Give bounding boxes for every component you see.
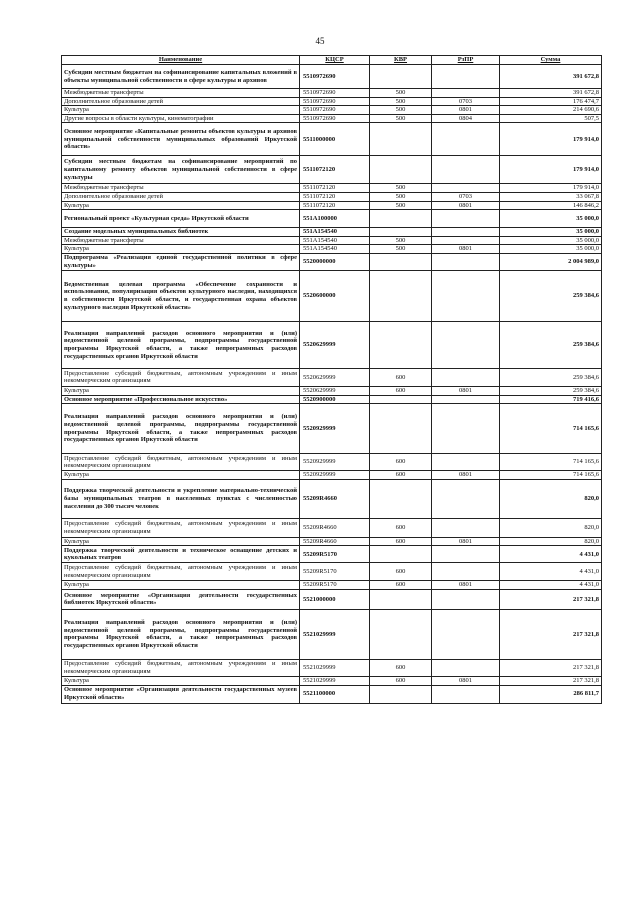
- table-row: [62, 454, 602, 471]
- cell-kcsr: 5520929999: [300, 404, 370, 454]
- cell-kvr: 500: [370, 106, 432, 115]
- cell-name: Предоставление субсидий бюджетным, автономным учреждениям и иным некоммерческим организациям: [62, 368, 300, 386]
- cell-sum: 217 321,8: [500, 589, 602, 609]
- cell-sum: 179 914,0: [500, 123, 602, 156]
- cell-name: Предоставление субсидий бюджетным, автономным учреждениям и иным некоммерческим организациям: [62, 518, 300, 537]
- cell-name: Культура: [62, 471, 300, 480]
- cell-name: Предоставление субсидий бюджетным, автономным учреждениям и иным некоммерческим организациям: [62, 454, 300, 471]
- cell-name: Предоставление субсидий бюджетным, автономным учреждениям и иным некоммерческим организациям: [62, 563, 300, 581]
- cell-sum: 217 321,8: [500, 676, 602, 685]
- cell-name: Подпрограмма «Реализация единой государственной политики в сфере культуры»: [62, 253, 300, 270]
- header-kcsr: КЦСР: [300, 56, 370, 65]
- cell-name: Культура: [62, 245, 300, 254]
- cell-sum: 179 914,0: [500, 184, 602, 193]
- cell-name: Межбюджетные трансферты: [62, 236, 300, 245]
- cell-kvr: [370, 589, 432, 609]
- cell-kcsr: 5510972690: [300, 114, 370, 123]
- table-row: [62, 97, 602, 106]
- cell-kcsr: 5521029999: [300, 609, 370, 659]
- cell-sum: 259 384,6: [500, 321, 602, 368]
- cell-rzpr: [432, 123, 500, 156]
- cell-kcsr: 55209R5170: [300, 546, 370, 563]
- cell-rzpr: 0801: [432, 106, 500, 115]
- table-row: [62, 537, 602, 546]
- cell-name: Основное мероприятие «Организация деятельности государственных музеев Иркутской области»: [62, 685, 300, 703]
- table-row: [62, 236, 602, 245]
- cell-sum: 507,5: [500, 114, 602, 123]
- cell-sum: 176 474,7: [500, 97, 602, 106]
- cell-rzpr: 0703: [432, 97, 500, 106]
- cell-kcsr: 551A154540: [300, 245, 370, 254]
- cell-kvr: [370, 210, 432, 228]
- cell-rzpr: [432, 395, 500, 404]
- cell-sum: 714 165,6: [500, 404, 602, 454]
- table-row: [62, 404, 602, 454]
- cell-kcsr: 5511072120: [300, 156, 370, 184]
- cell-rzpr: [432, 89, 500, 98]
- table-row: [62, 368, 602, 386]
- cell-rzpr: [432, 589, 500, 609]
- cell-name: Предоставление субсидий бюджетным, автономным учреждениям и иным некоммерческим организациям: [62, 659, 300, 676]
- cell-kvr: 600: [370, 454, 432, 471]
- header-rzpr: РзПР: [432, 56, 500, 65]
- cell-name: Поддержка творческой деятельности и техническое оснащение детских и кукольных театров: [62, 546, 300, 563]
- table-row: [62, 253, 602, 270]
- cell-name: Основное мероприятие «Организация деятельности государственных библиотек Иркутской области»: [62, 589, 300, 609]
- cell-kvr: 500: [370, 245, 432, 254]
- cell-name: Другие вопросы в области культуры, кинематографии: [62, 114, 300, 123]
- cell-sum: 217 321,8: [500, 659, 602, 676]
- cell-kcsr: 5521029999: [300, 676, 370, 685]
- header-name: Наименование: [62, 56, 300, 65]
- cell-rzpr: 0801: [432, 581, 500, 590]
- table-row: [62, 321, 602, 368]
- cell-rzpr: [432, 454, 500, 471]
- cell-rzpr: [432, 228, 500, 237]
- cell-sum: 714 165,6: [500, 471, 602, 480]
- cell-kcsr: 5510972690: [300, 97, 370, 106]
- cell-sum: 391 672,8: [500, 89, 602, 98]
- cell-kvr: 500: [370, 201, 432, 210]
- cell-kvr: 600: [370, 659, 432, 676]
- table-row: [62, 106, 602, 115]
- cell-rzpr: [432, 184, 500, 193]
- cell-rzpr: 0801: [432, 386, 500, 395]
- cell-rzpr: [432, 156, 500, 184]
- cell-name: Основное мероприятие «Профессиональное искусство»: [62, 395, 300, 404]
- table-row: [62, 201, 602, 210]
- cell-rzpr: 0804: [432, 114, 500, 123]
- cell-rzpr: [432, 270, 500, 321]
- cell-name: Культура: [62, 676, 300, 685]
- cell-name: Поддержка творческой деятельности и укрепление материально-технической базы муниципальных театров в населенных пунктах с численностью населения до 300 тысяч человек: [62, 479, 300, 518]
- cell-kcsr: 55209R5170: [300, 563, 370, 581]
- table-row: [62, 386, 602, 395]
- cell-name: Культура: [62, 201, 300, 210]
- table-row: [62, 184, 602, 193]
- cell-name: Ведомственная целевая программа «Обеспечение сохранности и использования, популяризация объектов культурного наследия, находящихся в собственности Иркутской области, и государственная охрана объектов культурного наследия Иркутской области»: [62, 270, 300, 321]
- cell-kcsr: 5520929999: [300, 471, 370, 480]
- cell-sum: 214 690,6: [500, 106, 602, 115]
- cell-kvr: 500: [370, 184, 432, 193]
- cell-rzpr: [432, 321, 500, 368]
- cell-sum: 259 384,6: [500, 368, 602, 386]
- cell-kcsr: 551A154540: [300, 228, 370, 237]
- page-number: 45: [315, 36, 325, 46]
- cell-sum: 4 431,0: [500, 563, 602, 581]
- cell-kvr: [370, 685, 432, 703]
- cell-kvr: 600: [370, 676, 432, 685]
- cell-kvr: 500: [370, 236, 432, 245]
- cell-sum: 35 000,0: [500, 228, 602, 237]
- cell-sum: 391 672,8: [500, 65, 602, 89]
- table-row: [62, 395, 602, 404]
- cell-kvr: [370, 609, 432, 659]
- cell-kcsr: 5510972690: [300, 106, 370, 115]
- cell-sum: 35 000,0: [500, 236, 602, 245]
- cell-kcsr: 551A100000: [300, 210, 370, 228]
- table-row: [62, 563, 602, 581]
- table-row: [62, 518, 602, 537]
- cell-name: Субсидии местным бюджетам на софинансирование капитальных вложений в объекты муниципальной собственности в сфере культуры и архивов: [62, 65, 300, 89]
- cell-kcsr: 5521100000: [300, 685, 370, 703]
- table-row: [62, 192, 602, 201]
- cell-kcsr: 5521000000: [300, 589, 370, 609]
- cell-name: Межбюджетные трансферты: [62, 89, 300, 98]
- cell-kcsr: 5520000000: [300, 253, 370, 270]
- cell-rzpr: [432, 659, 500, 676]
- cell-name: Реализация направлений расходов основного мероприятия и (или) ведомственной целевой программы, подпрограммы государственной программы Иркутской области, а также непрограммных расходов государственных органов Иркутской области: [62, 609, 300, 659]
- budget-table: [61, 55, 602, 704]
- cell-kvr: [370, 270, 432, 321]
- cell-rzpr: [432, 563, 500, 581]
- cell-sum: 719 416,6: [500, 395, 602, 404]
- cell-kcsr: 55209R4660: [300, 479, 370, 518]
- cell-sum: 217 321,8: [500, 609, 602, 659]
- table-body: [62, 65, 602, 704]
- cell-rzpr: [432, 210, 500, 228]
- cell-name: Культура: [62, 581, 300, 590]
- table-header-row: [62, 56, 602, 65]
- table-row: [62, 123, 602, 156]
- cell-sum: 286 811,7: [500, 685, 602, 703]
- cell-rzpr: [432, 518, 500, 537]
- cell-kvr: 500: [370, 114, 432, 123]
- cell-name: Межбюджетные трансферты: [62, 184, 300, 193]
- table-row: [62, 479, 602, 518]
- cell-kvr: [370, 395, 432, 404]
- cell-kcsr: 5510972690: [300, 89, 370, 98]
- cell-kcsr: 551A154540: [300, 236, 370, 245]
- cell-kvr: [370, 253, 432, 270]
- cell-kcsr: 55209R4660: [300, 518, 370, 537]
- cell-sum: 146 846,2: [500, 201, 602, 210]
- cell-kvr: 600: [370, 518, 432, 537]
- cell-kcsr: 5511000000: [300, 123, 370, 156]
- cell-sum: 820,0: [500, 518, 602, 537]
- table-row: [62, 609, 602, 659]
- cell-name: Культура: [62, 537, 300, 546]
- cell-kcsr: 55209R4660: [300, 537, 370, 546]
- cell-rzpr: 0801: [432, 537, 500, 546]
- table-row: [62, 471, 602, 480]
- table-row: [62, 89, 602, 98]
- cell-sum: 4 431,0: [500, 581, 602, 590]
- cell-kvr: [370, 479, 432, 518]
- cell-sum: 33 067,8: [500, 192, 602, 201]
- cell-kcsr: 5520600000: [300, 270, 370, 321]
- cell-kcsr: 5520629999: [300, 386, 370, 395]
- table-row: [62, 114, 602, 123]
- cell-name: Реализация направлений расходов основного мероприятия и (или) ведомственной целевой программы, подпрограммы государственной программы Иркутской области, а также непрограммных расходов государственных органов Иркутской области: [62, 321, 300, 368]
- table-row: [62, 676, 602, 685]
- cell-kcsr: 5511072120: [300, 184, 370, 193]
- cell-name: Реализация направлений расходов основного мероприятия и (или) ведомственной целевой программы, подпрограммы государственной программы Иркутской области, а также непрограммных расходов государственных органов Иркутской области: [62, 404, 300, 454]
- cell-kvr: 600: [370, 581, 432, 590]
- cell-kvr: 500: [370, 192, 432, 201]
- table-row: [62, 581, 602, 590]
- cell-kcsr: 5520629999: [300, 321, 370, 368]
- header-sum: Сумма: [500, 56, 602, 65]
- cell-kvr: 500: [370, 89, 432, 98]
- table-row: [62, 156, 602, 184]
- header-kvr: КВР: [370, 56, 432, 65]
- cell-kvr: [370, 546, 432, 563]
- cell-kcsr: 5511072120: [300, 201, 370, 210]
- cell-sum: 4 431,0: [500, 546, 602, 563]
- table-row: [62, 245, 602, 254]
- cell-kcsr: 5510972690: [300, 65, 370, 89]
- cell-kvr: [370, 123, 432, 156]
- cell-name: Субсидии местным бюджетам на софинансирование мероприятий по капитальному ремонту объектов муниципальной собственности в сфере культуры: [62, 156, 300, 184]
- cell-rzpr: [432, 609, 500, 659]
- cell-name: Культура: [62, 386, 300, 395]
- cell-kvr: 600: [370, 368, 432, 386]
- table-row: [62, 228, 602, 237]
- cell-kvr: [370, 228, 432, 237]
- cell-kvr: [370, 65, 432, 89]
- cell-rzpr: [432, 236, 500, 245]
- cell-kcsr: 5511072120: [300, 192, 370, 201]
- table-row: [62, 210, 602, 228]
- cell-name: Дополнительное образование детей: [62, 97, 300, 106]
- cell-kvr: 600: [370, 537, 432, 546]
- table-row: [62, 65, 602, 89]
- cell-rzpr: 0703: [432, 192, 500, 201]
- cell-kcsr: 5521029999: [300, 659, 370, 676]
- cell-kvr: 500: [370, 97, 432, 106]
- cell-kvr: 600: [370, 471, 432, 480]
- cell-kvr: 600: [370, 386, 432, 395]
- cell-kcsr: 5520629999: [300, 368, 370, 386]
- table-row: [62, 270, 602, 321]
- cell-rzpr: 0801: [432, 676, 500, 685]
- cell-kvr: [370, 321, 432, 368]
- cell-rzpr: [432, 685, 500, 703]
- cell-rzpr: [432, 368, 500, 386]
- cell-kvr: 600: [370, 563, 432, 581]
- cell-rzpr: [432, 479, 500, 518]
- cell-rzpr: 0801: [432, 471, 500, 480]
- cell-kvr: [370, 404, 432, 454]
- cell-sum: 35 000,0: [500, 210, 602, 228]
- table-row: [62, 659, 602, 676]
- cell-sum: 820,0: [500, 537, 602, 546]
- cell-sum: 820,0: [500, 479, 602, 518]
- cell-sum: 259 384,6: [500, 270, 602, 321]
- cell-name: Культура: [62, 106, 300, 115]
- cell-rzpr: [432, 65, 500, 89]
- cell-kcsr: 55209R5170: [300, 581, 370, 590]
- table-row: [62, 546, 602, 563]
- cell-name: Создание модельных муниципальных библиотек: [62, 228, 300, 237]
- table-row: [62, 589, 602, 609]
- cell-rzpr: 0801: [432, 245, 500, 254]
- cell-sum: 2 004 989,0: [500, 253, 602, 270]
- cell-rzpr: [432, 404, 500, 454]
- cell-kcsr: 5520929999: [300, 454, 370, 471]
- cell-sum: 35 000,0: [500, 245, 602, 254]
- cell-name: Региональный проект «Культурная среда» Иркутской области: [62, 210, 300, 228]
- cell-sum: 259 384,6: [500, 386, 602, 395]
- cell-sum: 714 165,6: [500, 454, 602, 471]
- cell-name: Дополнительное образование детей: [62, 192, 300, 201]
- cell-rzpr: 0801: [432, 201, 500, 210]
- cell-name: Основное мероприятие «Капитальные ремонты объектов культуры и архивов муниципальной собственности муниципальных образований Иркутской области»: [62, 123, 300, 156]
- cell-rzpr: [432, 253, 500, 270]
- cell-sum: 179 914,0: [500, 156, 602, 184]
- cell-kvr: [370, 156, 432, 184]
- table-row: [62, 685, 602, 703]
- cell-kcsr: 5520900000: [300, 395, 370, 404]
- cell-rzpr: [432, 546, 500, 563]
